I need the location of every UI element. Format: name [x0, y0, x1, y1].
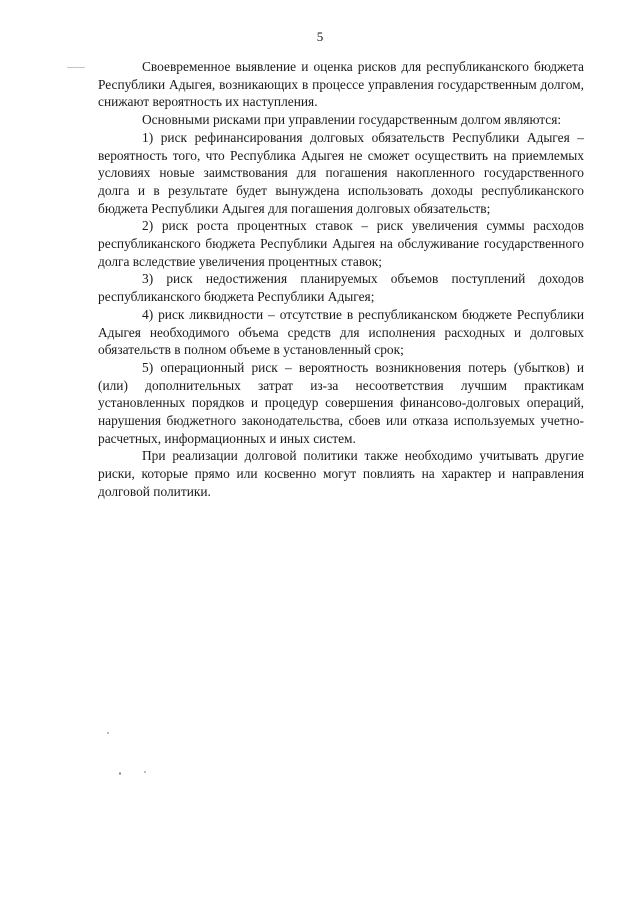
scan-speck [144, 771, 146, 773]
risk-item-operational: 5) операционный риск – вероятность возникновения потерь (убытков) и (или) дополнительных затрат из-за несоответствия лучшим практикам установленных порядков и процедур совершения финансово-долговых операций, нарушения бюджетного законодательства, сбоев или отказа используемых учетно-расчетных, информационных и иных систем. [98, 359, 584, 446]
paragraph-risks-heading: Основными рисками при управлении государственным долгом являются: [142, 112, 562, 128]
scan-speck [107, 732, 109, 734]
risk-item-interest-rates: 2) риск роста процентных ставок – риск увеличения суммы расходов республиканского бюджета Республики Адыгея на обслуживание государственного долга вследствие увеличения процентных ставок; [98, 218, 584, 269]
risk-item-revenue-shortfall: 3) риск недостижения планируемых объемов поступлений доходов республиканского бюджета Республики Адыгея; [98, 271, 584, 305]
document-body [98, 58, 584, 501]
scan-speck [67, 67, 85, 68]
page-number: 5 [316, 29, 324, 44]
scan-speck [119, 772, 121, 775]
risk-item-refinancing: 1) риск рефинансирования долговых обязательств Республики Адыгея – вероятность того, что Республика Адыгея не сможет осуществить на приемлемых условиях новые заимствования для погашения накопленного государственного долга и в результате будет вынуждена использовать доходы республиканского бюджета Республики Адыгея для погашения долговых обязательств; [98, 129, 584, 216]
paragraph-conclusion: При реализации долговой политики также необходимо учитывать другие риски, которые прямо или косвенно могут повлиять на характер и направления долговой политики. [98, 448, 584, 499]
paragraph-intro: Своевременное выявление и оценка рисков для республиканского бюджета Республики Адыгея, возникающих в процессе управления государственным долгом, снижают вероятность их наступления. [98, 59, 584, 110]
risk-item-liquidity: 4) риск ликвидности – отсутствие в республиканском бюджете Республики Адыгея необходимого объема средств для исполнения расходных и долговых обязательств в полном объеме в установленный срок; [98, 306, 584, 358]
